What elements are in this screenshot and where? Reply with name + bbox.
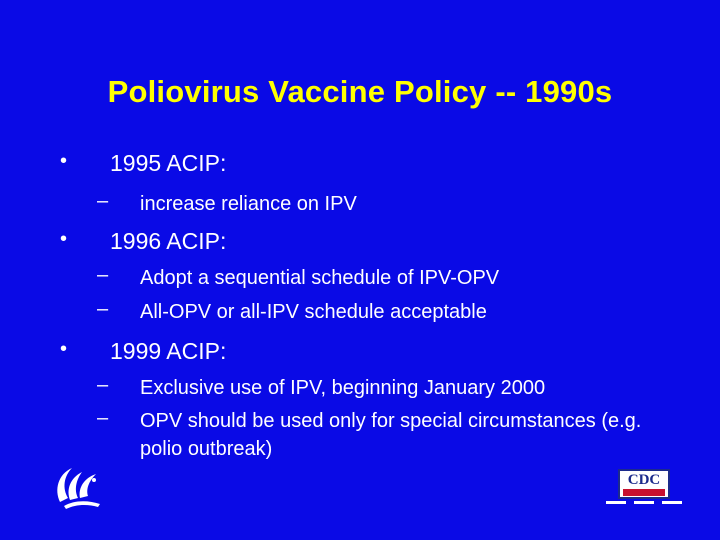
sub-item-text: All-OPV or all-IPV schedule acceptable [140, 301, 487, 323]
dash-icon: – [97, 407, 109, 429]
hhs-eagle-icon [50, 460, 108, 512]
cdc-logo [606, 469, 682, 511]
sub-item-text: increase reliance on IPV [140, 193, 357, 215]
dash-icon: – [97, 190, 109, 212]
sub-item-text: Exclusive use of IPV, beginning January 2000 [140, 377, 546, 399]
dash-icon: – [97, 298, 109, 320]
bullet-label: 1996 ACIP: [110, 228, 227, 254]
bullet-label: 1995 ACIP: [110, 150, 227, 176]
slide-title: Poliovirus Vaccine Policy -- 1990s [107, 74, 613, 109]
bullet-icon: • [60, 228, 68, 250]
cdc-letters: CDC [627, 472, 661, 488]
cdc-tagline [606, 501, 682, 505]
sub-item-text: OPV should be used only for special circumstances (e.g. polio outbreak) [140, 410, 642, 460]
bullet-icon: • [60, 338, 68, 360]
dash-icon: – [97, 374, 109, 396]
cdc-band [623, 489, 665, 496]
sub-item-text: Adopt a sequential schedule of IPV-OPV [140, 267, 500, 289]
bullet-label: 1999 ACIP: [110, 338, 227, 364]
cdc-box [618, 469, 670, 499]
bullet-icon: • [60, 150, 68, 172]
dash-icon: – [97, 264, 109, 286]
